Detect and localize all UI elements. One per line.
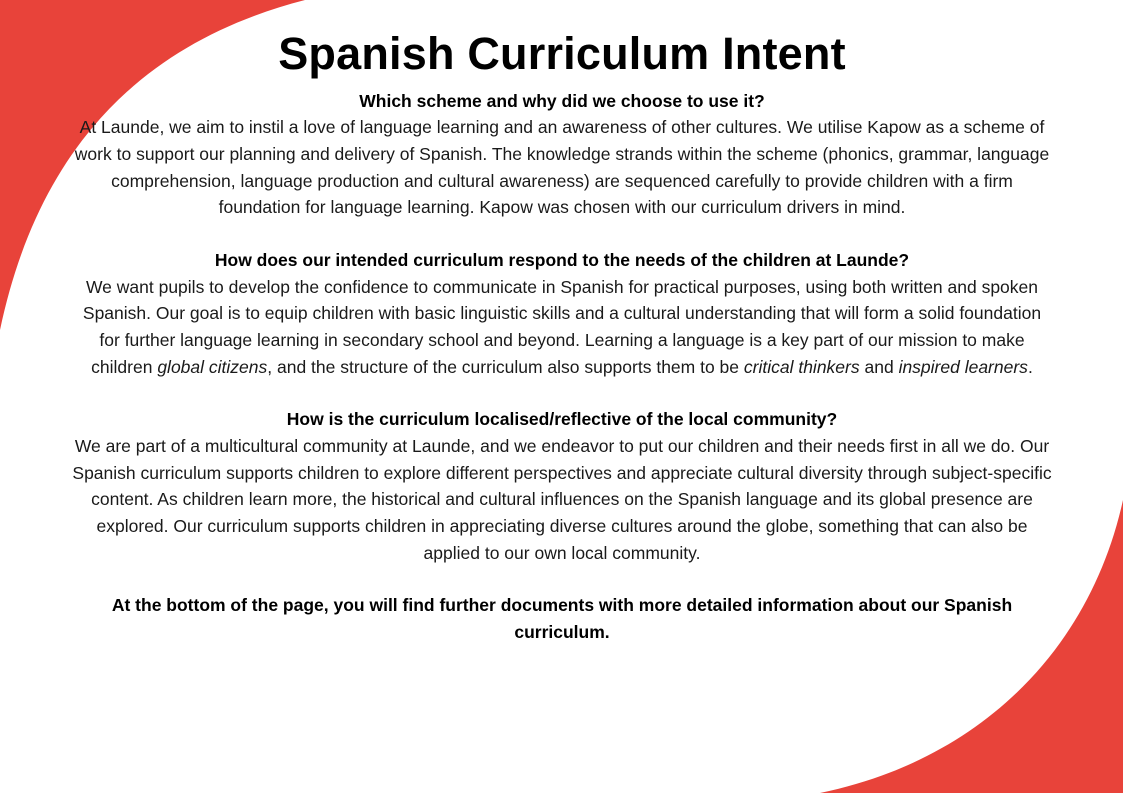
footer-note: At the bottom of the page, you will find further documents with more detailed information about our Spanish curriculum. [111,595,1013,643]
section-heading: Which scheme and why did we choose to use it? [359,90,765,111]
body-text: and [859,356,899,377]
section-scheme-choice [72,88,1052,221]
section-curriculum-needs [72,247,1052,380]
page-title: Spanish Curriculum Intent [278,28,846,79]
section-heading: How does our intended curriculum respond to the needs of the children at Launde? [214,250,910,271]
section-body: At Launde, we aim to instil a love of language learning and an awareness of other cultures. We utilise Kapow as a scheme of work to support our planning and delivery of Spanish. The knowledge strands within the scheme (phonics, grammar, language comprehension, language production and cultural awareness) are sequenced carefully to provide children with a firm foundation for language learning. Kapow was chosen with our curriculum drivers in mind. [74,117,1050,218]
document-body [72,28,1052,646]
section-body [72,274,1052,381]
body-text: We want pupils to develop the confidence to communicate in Spanish for practical purposes, using both written and spoken Spanish. Our goal is to equip children with basic linguistic skills and a cultural understanding that will form a solid foundation for further language learning in secondary school and beyond. Learning a language is a key part of our mission to make children [82,276,1042,377]
body-text: , and the structure of the curriculum also supports them to be [267,356,744,377]
body-text: . [1027,356,1033,377]
emphasis-critical-thinkers: critical thinkers [743,356,860,377]
emphasis-inspired-learners: inspired learners [898,356,1028,377]
emphasis-global-citizens: global citizens [157,356,268,377]
section-body: We are part of a multicultural community at Launde, and we endeavor to put our children and their needs first in all we do. Our Spanish curriculum supports children to explore different perspectives and appreciate cultural diversity through subject-specific content. As children learn more, the historical and cultural influences on the Spanish language and its global presence are explored. Our curriculum supports children in appreciating diverse cultures around the globe, something that can also be applied to our own local community. [72,435,1052,563]
section-heading: How is the curriculum localised/reflective of the local community? [286,409,838,430]
section-local-community [72,406,1052,566]
